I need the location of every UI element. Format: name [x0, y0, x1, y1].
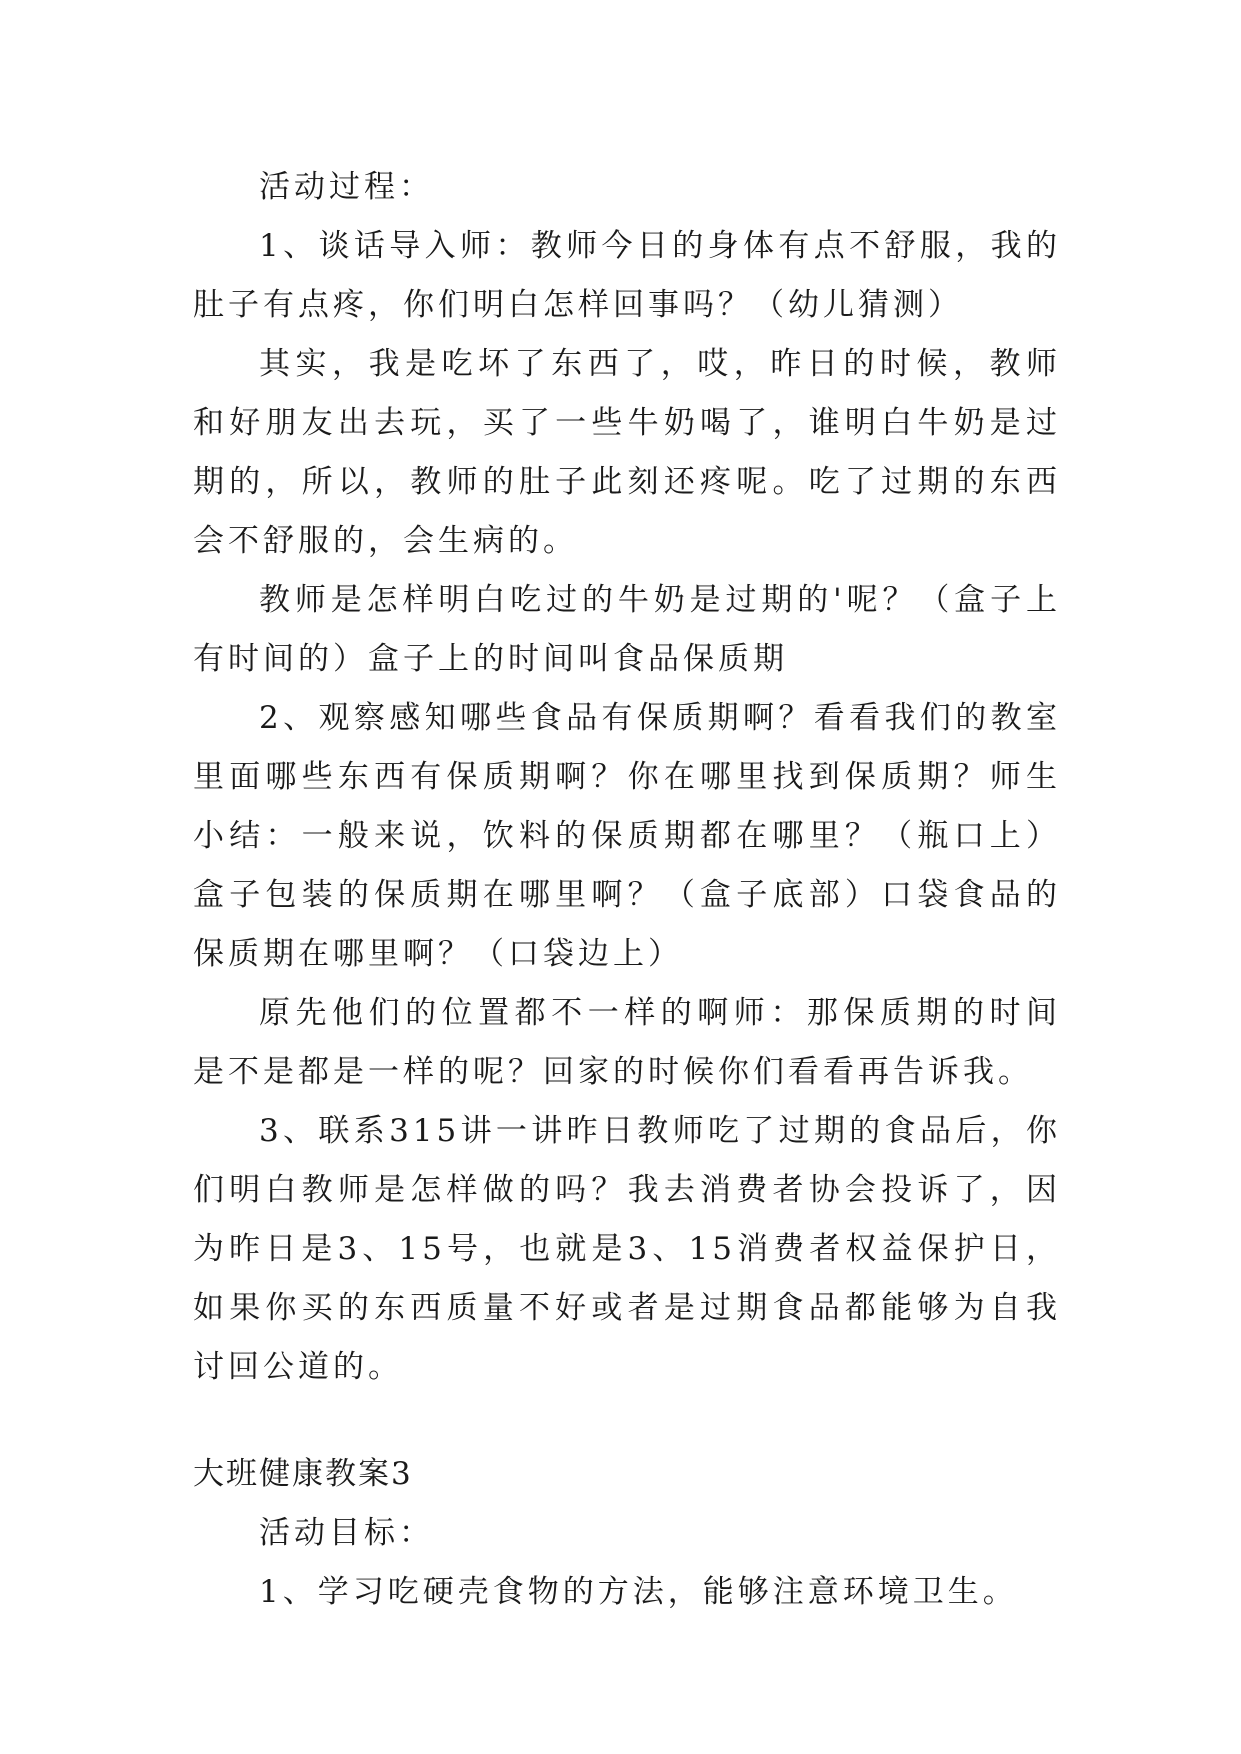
paragraph-step-3: 3、联系315讲一讲昨日教师吃了过期的食品后，你们明白教师是怎样做的吗？我去消费者协会投诉了，因为昨日是3、15号，也就是3、15消费者权益保护日，如果你买的东西质量不好或者是过期食品都能够为自我讨回公道的。: [193, 1113, 1061, 1385]
paragraph-goal-1: 1、学习吃硬壳食物的方法，能够注意环境卫生。: [259, 1574, 1018, 1610]
paragraph-position-note: 原先他们的位置都不一样的啊师：那保质期的时间是不是都是一样的呢？回家的时候你们看看再告诉我。: [193, 995, 1061, 1090]
paragraph-activity-goals: 活动目标：: [259, 1515, 434, 1551]
section-title: 大班健康教案3: [193, 1456, 413, 1492]
paragraph-question: 教师是怎样明白吃过的牛奶是过期的'呢？（盒子上有时间的）盒子上的时间叫食品保质期: [193, 582, 1061, 677]
document-page: [193, 158, 1061, 1622]
paragraph-step-2: 2、观察感知哪些食品有保质期啊？看看我们的教室里面哪些东西有保质期啊？你在哪里找到保质期？师生小结：一般来说，饮料的保质期都在哪里？（瓶口上）盒子包装的保质期在哪里啊？（盒子底部）口袋食品的保质期在哪里啊？（口袋边上）: [193, 700, 1061, 972]
paragraph-activity-process: 活动过程：: [259, 169, 434, 205]
paragraph-step-1: 1、谈话导入师：教师今日的身体有点不舒服，我的肚子有点疼，你们明白怎样回事吗？（幼儿猜测）: [193, 228, 1061, 323]
paragraph-explanation: 其实，我是吃坏了东西了，哎，昨日的时候，教师和好朋友出去玩，买了一些牛奶喝了，谁明白牛奶是过期的，所以，教师的肚子此刻还疼呢。吃了过期的东西会不舒服的，会生病的。: [193, 346, 1061, 559]
